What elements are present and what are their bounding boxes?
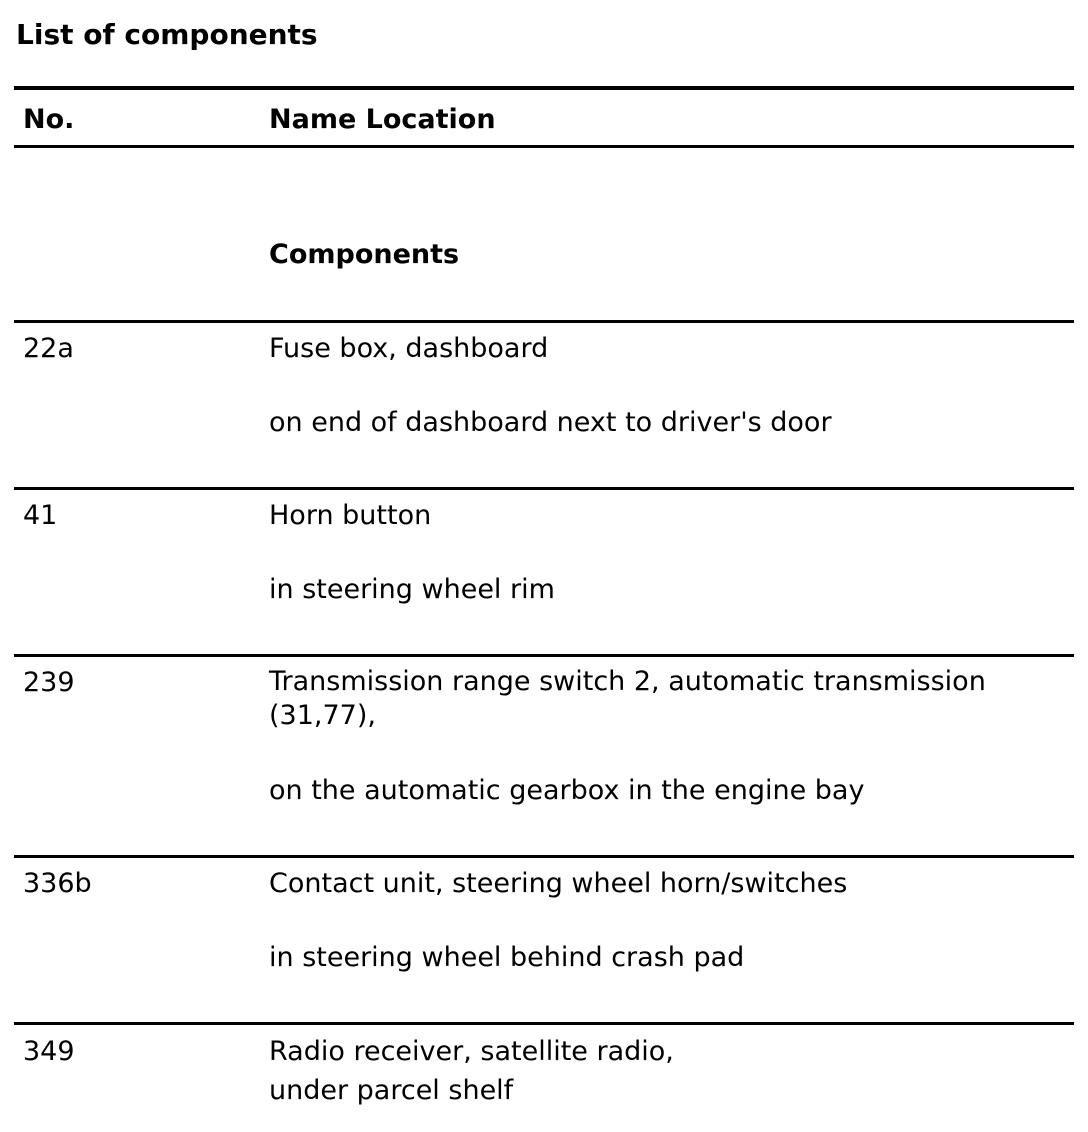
component-name: Fuse box, dashboard (269, 333, 549, 364)
row-divider (14, 320, 1074, 323)
column-header-name-location: Name Location (269, 104, 496, 135)
row-divider (14, 855, 1074, 858)
component-number: 239 (23, 667, 75, 698)
row-divider (14, 1022, 1074, 1025)
component-name: Radio receiver, satellite radio, (269, 1036, 674, 1067)
component-name: Transmission range switch 2, automatic transmission (31,77), (269, 666, 986, 731)
section-heading: Components (269, 239, 460, 270)
header-bottom-rule (14, 145, 1074, 148)
row-divider (14, 654, 1074, 657)
component-number: 349 (23, 1036, 75, 1067)
component-number: 41 (23, 500, 58, 531)
row-divider (14, 487, 1074, 490)
component-location: on the automatic gearbox in the engine bay (269, 775, 865, 806)
component-location: in steering wheel rim (269, 574, 555, 605)
column-header-no: No. (23, 104, 75, 135)
component-number: 336b (23, 868, 92, 899)
page-title: List of components (16, 18, 318, 51)
table-top-rule (14, 86, 1074, 90)
component-name: Contact unit, steering wheel horn/switches (269, 868, 848, 899)
component-location: on end of dashboard next to driver's door (269, 407, 832, 438)
component-location: in steering wheel behind crash pad (269, 942, 745, 973)
component-number: 22a (23, 333, 74, 364)
component-name: Horn button (269, 500, 432, 531)
component-location: under parcel shelf (269, 1075, 514, 1106)
